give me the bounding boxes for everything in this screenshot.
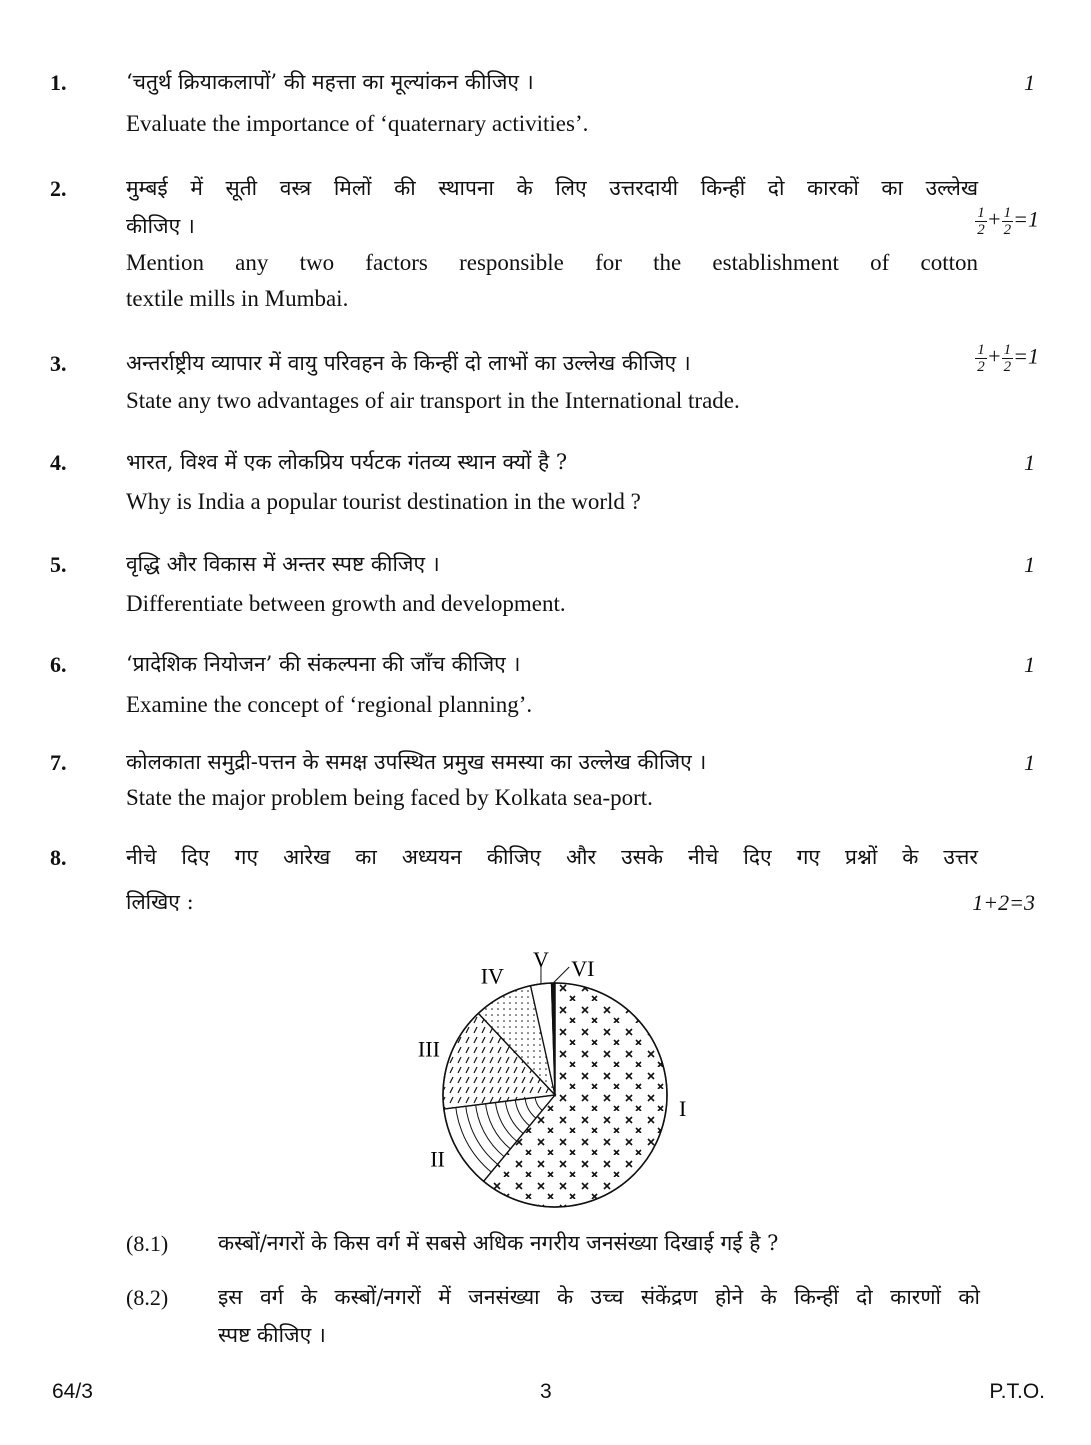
- pie-label: II: [430, 1146, 445, 1172]
- equals: =1: [1013, 206, 1039, 232]
- marks: [975, 205, 1039, 238]
- question-hindi-cont: कीजिए ।: [126, 214, 195, 238]
- subquestion-text-cont: स्पष्ट कीजिए ।: [218, 1323, 326, 1347]
- plus: +: [986, 206, 1002, 232]
- question-number: 5.: [50, 552, 67, 577]
- question-hindi: ‘चतुर्थ क्रियाकलापों’ की महत्ता का मूल्यांकन कीजिए ।: [126, 70, 534, 94]
- question-english: Mention any two factors responsible for the establishment of cotton: [126, 250, 978, 275]
- question-number: 1.: [50, 70, 67, 95]
- marks: 1: [1024, 552, 1035, 577]
- question-number: 2.: [50, 176, 67, 201]
- subquestion-text: इस वर्ग के कस्बों/नगरों में जनसंख्या के उच्च संकेंद्रण होने के किन्हीं दो कारणों को: [218, 1285, 980, 1309]
- question-english: Examine the concept of ‘regional planning’.: [126, 692, 533, 717]
- paper-code: 64/3: [52, 1380, 93, 1403]
- question-hindi: भारत, विश्व में एक लोकप्रिय पर्यटक गंतव्य स्थान क्यों है ?: [126, 450, 568, 474]
- frac-den: 2: [977, 359, 985, 375]
- question-number: 6.: [50, 652, 67, 677]
- pie-label: VI: [571, 956, 595, 982]
- subquestion-text: कस्बों/नगरों के किस वर्ग में सबसे अधिक नगरीय जनसंख्या दिखाई गई है ?: [218, 1231, 779, 1255]
- frac-den: 2: [1003, 359, 1012, 375]
- question-hindi: ‘प्रादेशिक नियोजन’ की संकल्पना की जाँच कीजिए ।: [126, 652, 521, 676]
- question-number: 8.: [50, 845, 67, 870]
- question-hindi: वृद्धि और विकास में अन्तर स्पष्ट कीजिए ।: [126, 552, 440, 576]
- question-english: State the major problem being faced by Kolkata sea-port.: [126, 785, 653, 810]
- marks: [975, 342, 1039, 375]
- marks: 1: [1024, 450, 1035, 475]
- pie-chart: [400, 935, 700, 1215]
- question-hindi: अन्तर्राष्ट्रीय व्यापार में वायु परिवहन के किन्हीं दो लाभों का उल्लेख कीजिए ।: [126, 351, 691, 375]
- pie-label: IV: [480, 963, 504, 989]
- marks: 1+2=3: [972, 890, 1035, 915]
- plus: +: [986, 343, 1002, 369]
- frac-num: 1: [1003, 205, 1012, 221]
- page-number: 3: [540, 1380, 552, 1403]
- subquestion-number: (8.2): [126, 1285, 169, 1310]
- marks: 1: [1024, 750, 1035, 775]
- pie-label: V: [533, 946, 549, 972]
- question-english: State any two advantages of air transport in the International trade.: [126, 388, 740, 413]
- pie-label: I: [679, 1096, 687, 1121]
- question-english: Differentiate between growth and development.: [126, 591, 566, 616]
- question-hindi: मुम्बई में सूती वस्त्र मिलों की स्थापना के लिए उत्तरदायी किन्हीं दो कारकों का उल्लेख: [126, 176, 978, 200]
- equals: =1: [1013, 343, 1039, 369]
- please-turn-over: P.T.O.: [989, 1380, 1045, 1403]
- question-number: 7.: [50, 750, 67, 775]
- frac-num: 1: [977, 342, 985, 358]
- question-english: Why is India a popular tourist destination in the world ?: [126, 489, 641, 514]
- question-english: Evaluate the importance of ‘quaternary activities’.: [126, 111, 589, 136]
- frac-den: 2: [1003, 222, 1012, 238]
- leader-line: [553, 967, 569, 983]
- pie-label: III: [417, 1036, 440, 1062]
- frac-den: 2: [977, 222, 985, 238]
- question-number: 4.: [50, 450, 67, 475]
- frac-num: 1: [1003, 342, 1012, 358]
- question-english-cont: textile mills in Mumbai.: [126, 286, 349, 311]
- subquestion-number: (8.1): [126, 1231, 169, 1256]
- frac-num: 1: [977, 205, 985, 221]
- question-hindi-cont: लिखिए :: [126, 890, 194, 914]
- question-hindi: कोलकाता समुद्री-पत्तन के समक्ष उपस्थित प्रमुख समस्या का उल्लेख कीजिए ।: [126, 750, 707, 774]
- question-hindi: नीचे दिए गए आरेख का अध्ययन कीजिए और उसके नीचे दिए गए प्रश्नों के उत्तर: [126, 845, 978, 869]
- marks: 1: [1024, 70, 1035, 95]
- marks: 1: [1024, 652, 1035, 677]
- question-number: 3.: [50, 351, 67, 376]
